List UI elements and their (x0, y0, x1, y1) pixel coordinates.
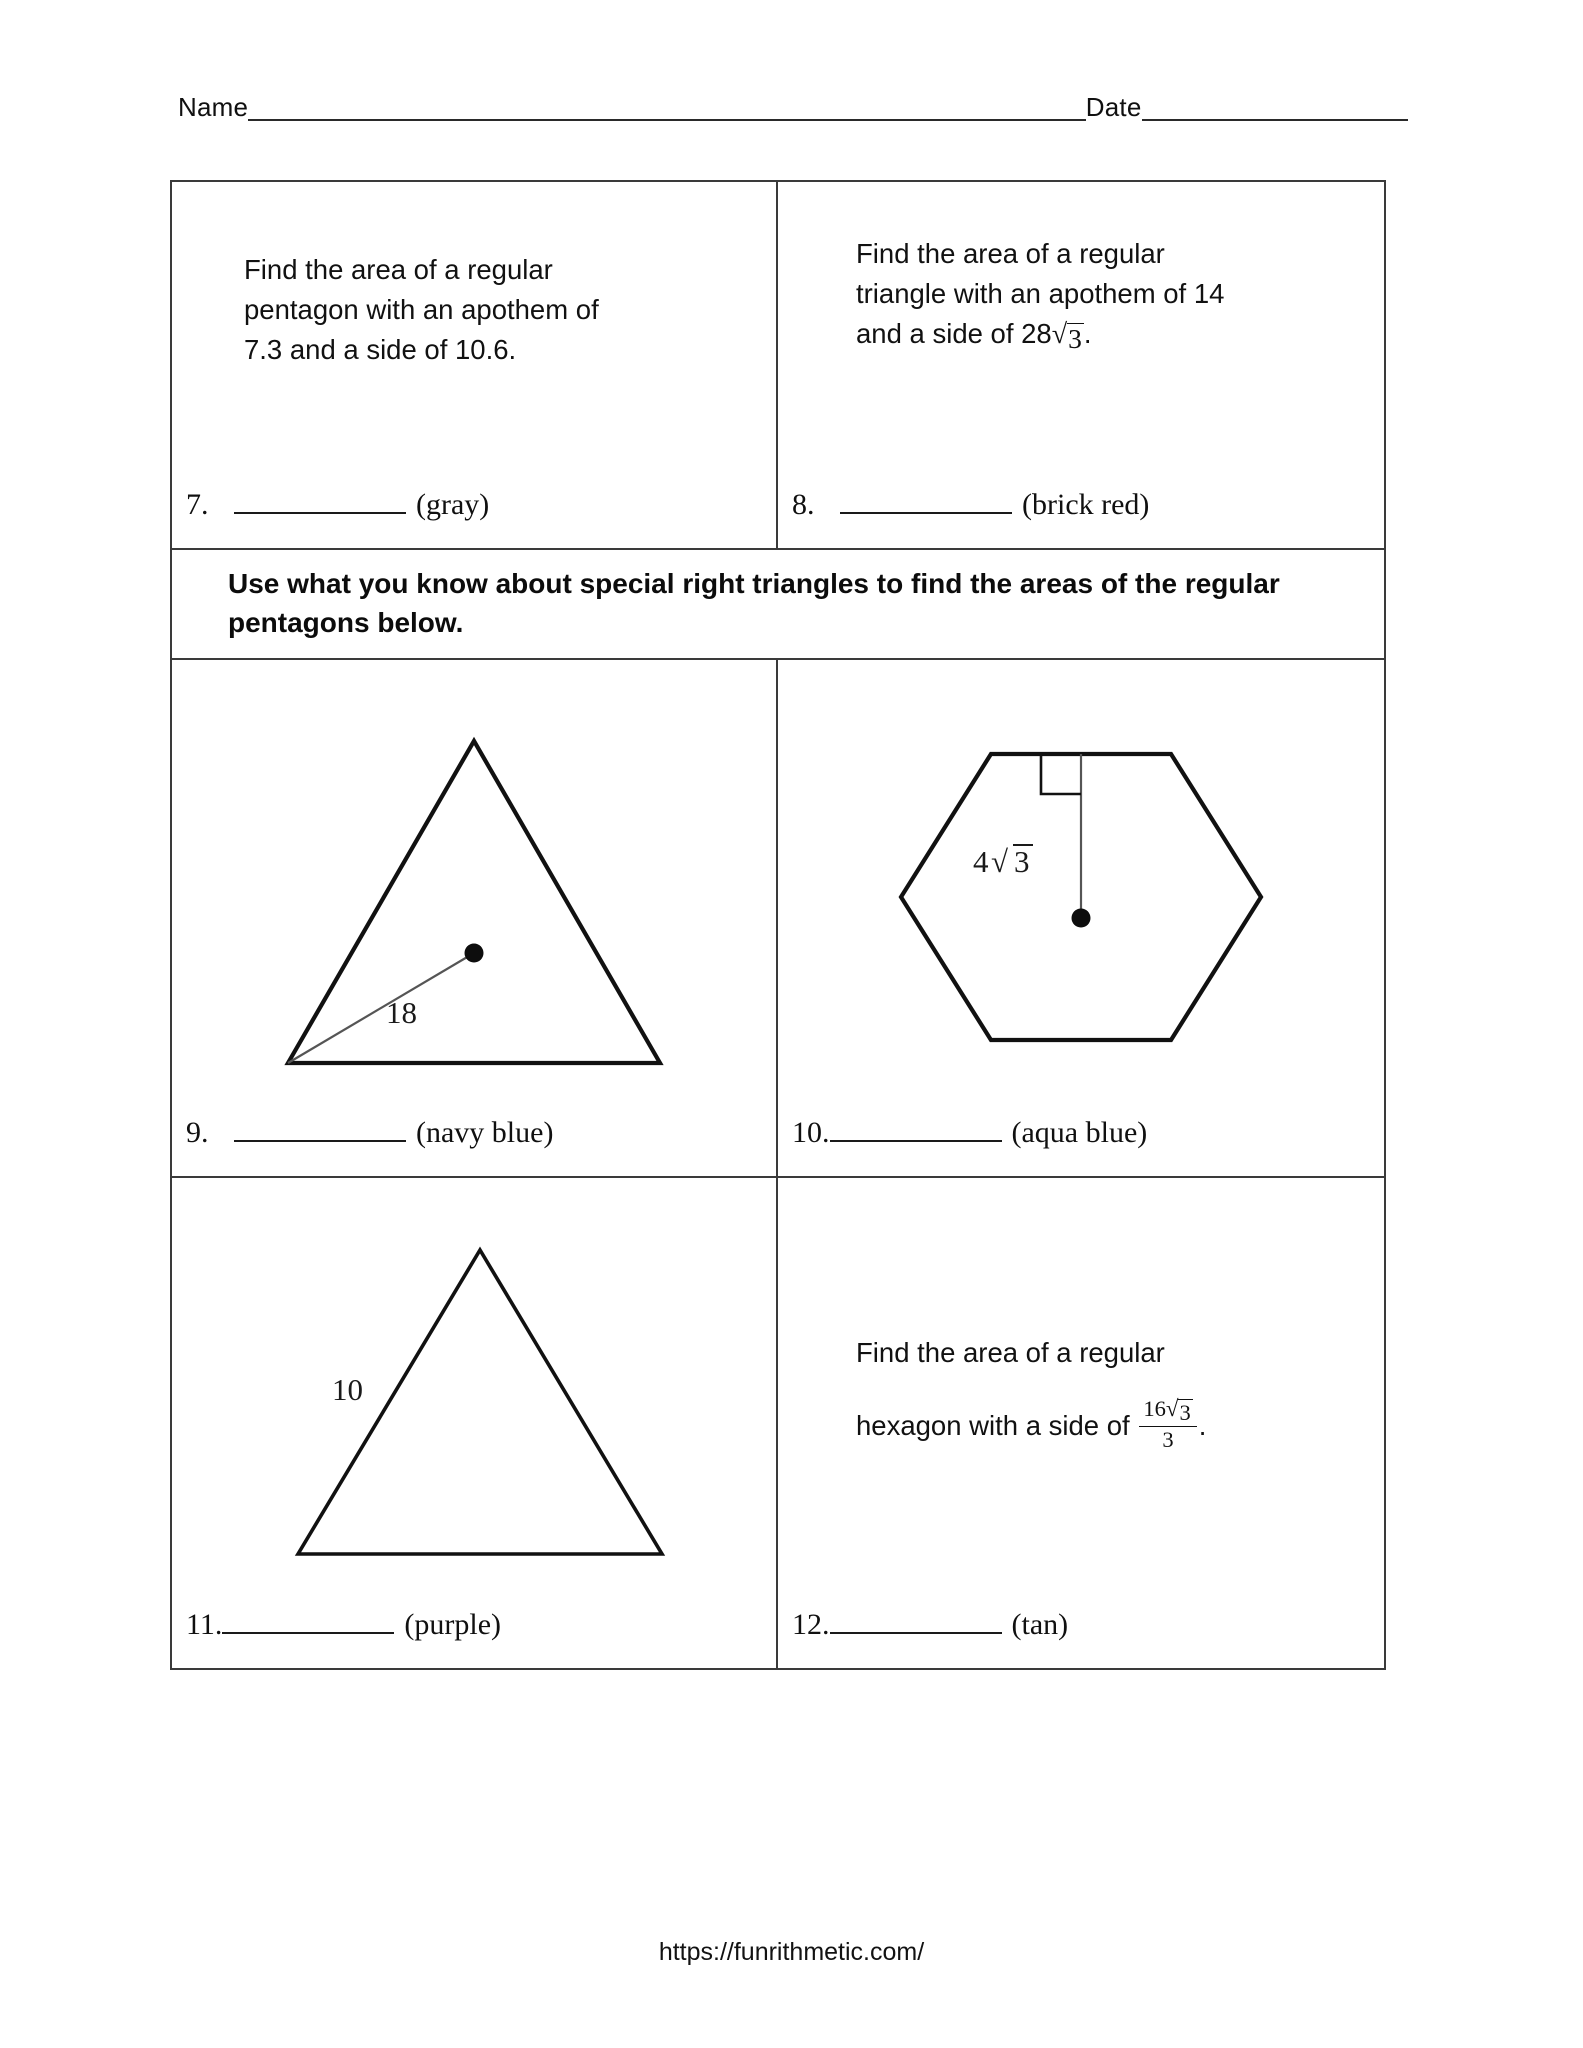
problem-8-prompt (778, 182, 1384, 355)
problem-10-measure-label (973, 844, 1033, 879)
problem-row-7-8 (172, 182, 1384, 548)
right-angle-marker-icon (1041, 754, 1081, 794)
problem-cell-7 (172, 182, 778, 548)
radicand: 3 (1068, 322, 1082, 354)
radical-sign-icon: √ (1051, 318, 1068, 350)
apothem-radical-sign: √ (991, 844, 1009, 880)
problem-grid (170, 180, 1386, 1670)
problem-7-prompt (172, 182, 776, 370)
name-input-line[interactable] (248, 99, 1086, 121)
problem-cell-8 (778, 182, 1384, 548)
problem-9-answer (172, 1116, 776, 1176)
date-input-line[interactable] (1142, 99, 1408, 121)
instruction-banner-line-2: pentagons below. (228, 607, 464, 639)
problem-10-answer-blank[interactable] (830, 1118, 1002, 1142)
problem-7-answer-blank[interactable] (234, 490, 406, 514)
radical-sign-icon: √ (1165, 1395, 1179, 1421)
date-label: Date (1085, 92, 1142, 122)
radius-segment (288, 953, 474, 1063)
fraction-numerator (1139, 1397, 1196, 1426)
footer-url[interactable]: https://funrithmetic.com/ (658, 1938, 925, 1966)
problem-11-number: 11. (186, 1608, 223, 1642)
problem-12-color-label: (tan) (1011, 1608, 1069, 1642)
problem-8-number: 8. (792, 488, 815, 521)
problem-12-prompt-line-2 (856, 1395, 1207, 1455)
sqrt-3-radical (1051, 318, 1084, 355)
problem-8-prompt-line-1: Find the area of a regular (856, 238, 1165, 269)
apothem-coefficient: 4 (973, 844, 989, 880)
numerator-radical (1166, 1397, 1193, 1425)
problem-row-11-12 (172, 1176, 1384, 1668)
problem-12-number: 12. (792, 1608, 830, 1642)
problem-7-number: 7. (186, 488, 209, 521)
problem-12-answer (778, 1608, 1384, 1668)
numerator-coefficient: 16 (1143, 1395, 1166, 1421)
equilateral-triangle-shape (288, 741, 660, 1063)
problem-cell-12 (778, 1178, 1384, 1668)
problem-11-color-label: (purple) (404, 1608, 502, 1642)
problem-8-prompt-line-3-text: and a side of 28 (856, 317, 1052, 349)
problem-8-answer (778, 488, 1384, 548)
problem-10-number: 10. (792, 1116, 830, 1150)
problem-7-prompt-line-2: pentagon with an apothem of (244, 293, 599, 325)
fraction-denominator: 3 (1139, 1426, 1196, 1452)
side-fraction (1139, 1397, 1196, 1453)
problem-row-9-10 (172, 658, 1384, 1176)
problem-8-color-label: (brick red) (1022, 488, 1150, 521)
instruction-banner (172, 550, 1384, 658)
center-point-dot (465, 944, 484, 963)
problem-8-prompt-line-2: triangle with an apothem of 14 (856, 277, 1225, 309)
apothem-radicand: 3 (1014, 844, 1030, 880)
radicand: 3 (1179, 1399, 1191, 1425)
problem-12-answer-blank[interactable] (830, 1610, 1002, 1634)
instruction-banner-row (172, 548, 1384, 658)
problem-9-measure-label: 18 (386, 995, 417, 1031)
problem-7-prompt-line-3: 7.3 and a side of 10.6. (244, 333, 517, 365)
problem-9-figure (172, 660, 776, 1116)
problem-cell-9 (172, 660, 778, 1176)
name-label: Name (178, 92, 249, 122)
triangle-with-side-diagram (284, 1232, 664, 1572)
problem-7-color-label: (gray) (416, 488, 490, 521)
problem-cell-10 (778, 660, 1384, 1176)
problem-12-prompt-period: . (1198, 1410, 1207, 1442)
problem-10-figure (778, 660, 1384, 1116)
problem-7-prompt-line-1: Find the area of a regular (244, 254, 553, 285)
problem-12-prompt-line-1: Find the area of a regular (856, 1336, 1165, 1368)
problem-8-prompt-line-3 (856, 314, 1344, 355)
center-point-dot (1072, 909, 1091, 928)
problem-11-answer-blank[interactable] (222, 1610, 394, 1634)
problem-11-figure (172, 1178, 776, 1608)
problem-11-answer (172, 1608, 776, 1668)
problem-12-prompt (778, 1178, 1384, 1608)
name-date-header (178, 92, 1408, 123)
problem-9-color-label: (navy blue) (416, 1116, 554, 1150)
problem-cell-11 (172, 1178, 778, 1668)
problem-9-number: 9. (186, 1116, 209, 1150)
problem-7-answer (172, 488, 776, 548)
problem-8-answer-blank[interactable] (840, 490, 1012, 514)
problem-10-color-label: (aqua blue) (1011, 1116, 1148, 1150)
problem-12-prompt-line-2-text: hexagon with a side of (856, 1410, 1130, 1442)
problem-10-answer (778, 1116, 1384, 1176)
problem-12-prompt-body (856, 1333, 1206, 1454)
problem-9-answer-blank[interactable] (234, 1118, 406, 1142)
problem-11-measure-label: 10 (332, 1372, 363, 1408)
hexagon-with-apothem-diagram (891, 732, 1271, 1062)
triangle-with-radius-diagram (274, 717, 674, 1077)
instruction-banner-line-1: Use what you know about special right triangles to find the areas of the regular (228, 568, 1280, 599)
problem-8-prompt-line-3-period: . (1083, 317, 1092, 349)
